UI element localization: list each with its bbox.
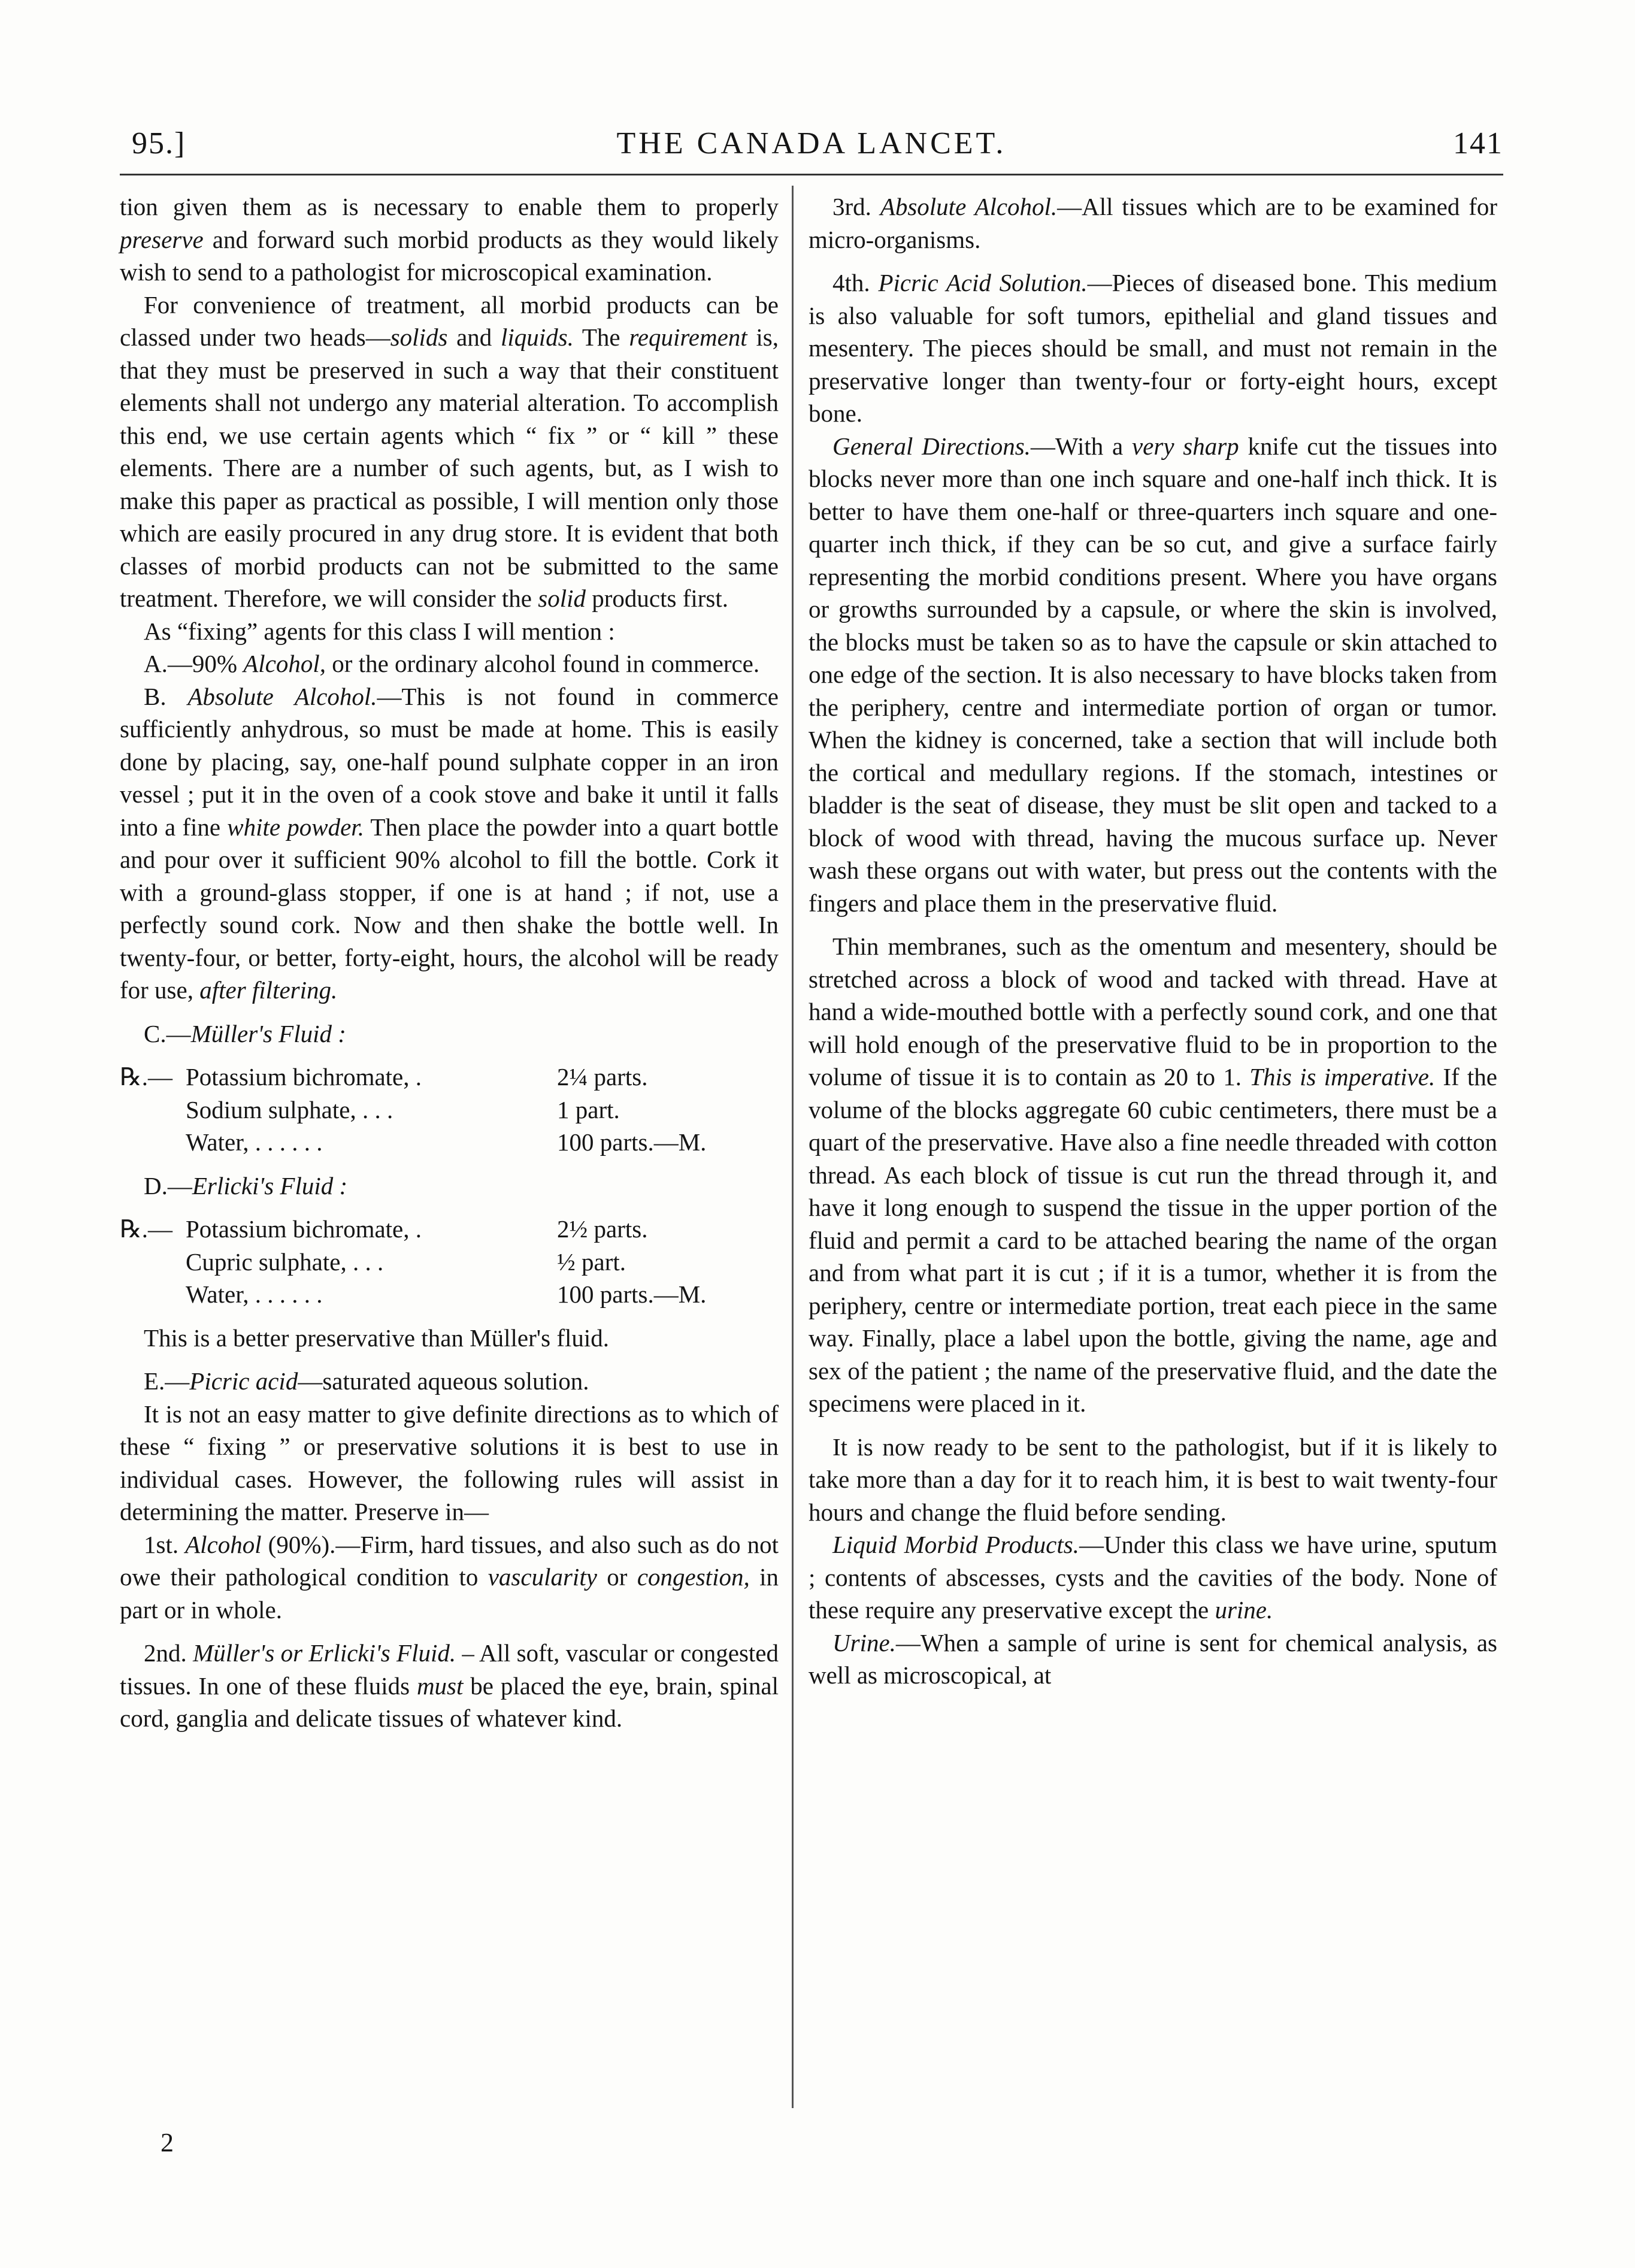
rx-row: ℞.— Potassium bichromate, . 2¼ parts. xyxy=(120,1063,648,1091)
column-divider xyxy=(792,186,794,2108)
rx-row: Water, . . . . . . 100 parts.—M. xyxy=(186,1280,707,1308)
paragraph: tion given them as is necessary to enable them to properly preserve and forward such morbid products as they would likely wish to send to a pathologist for microscopical examination. xyxy=(120,193,779,286)
paragraph: This is a better preservative than Müller's fluid. xyxy=(144,1324,610,1352)
prescription-erlicki xyxy=(120,1213,779,1311)
paragraph: Liquid Morbid Products.—Under this class we have urine, sputum ; contents of abscesses, cysts and the cavities of the body. None of these require any preservative except the urine. xyxy=(809,1531,1497,1624)
paragraph: As “fixing” agents for this class I will mention : xyxy=(144,617,615,645)
journal-title: THE CANADA LANCET. xyxy=(616,126,1007,161)
paragraph: 4th. Picric Acid Solution.—Pieces of diseased bone. This medium is also valuable for soft tumors, epithelial and gland tissues and mesentery. The pieces should be small, and must not remain in the preservative longer than twenty-four or forty-eight hours, except bone. xyxy=(809,269,1497,427)
paragraph: It is not an easy matter to give definite directions as to which of these “ fixing ” or preservative solutions it is best to use in individual cases. However, the following rules will assist in determining the matter. Preserve in— xyxy=(120,1400,779,1525)
left-column xyxy=(120,190,779,1735)
paragraph: A.—90% Alcohol, or the ordinary alcohol found in commerce. xyxy=(144,650,760,677)
paragraph: Thin membranes, such as the omentum and mesentery, should be stretched across a block of wood and tacked with thread. Have at hand a wide-mouthed bottle with a perfectly sound cork, and one that will hold enough of the preservative fluid to be in proportion to the volume of tissue it is to contain as 20 to 1. This is imperative. If the volume of the blocks aggregate 60 cubic centimeters, there must be a quart of the preservative. Have also a fine needle threaded with cotton thread. As each block of tissue is cut run the thread through it, and have it long enough to suspend the tissue in the upper portion of the fluid and permit a card to be attached bearing the name of the organ and from what part it is cut ; if it is a tumor, whether it is from the periphery, centre or intermediate portion, treat each piece in the same way. Finally, place a label upon the bottle, giving the name, age and sex of the patient ; the name of the preservative fluid, and the date the specimens were placed in it. xyxy=(809,932,1497,1417)
paragraph: General Directions.—With a very sharp knife cut the tissues into blocks never more than one inch square and one-half inch thick. It is better to have them one-half or three-quarters inch square and one-quarter inch thick, if they can be so cut, and give a surface fairly representing the morbid conditions present. Where you have organs or growths surrounded by a capsule, or where the skin is involved, the blocks must be taken so as to have the capsule or skin attached to one edge of the section. It is also necessary to have blocks taken from the periphery, centre and intermediate portion of organ or tumor. When the kidney is concerned, take a section that will include both the cortical and medullary regions. If the stomach, intestines or bladder is the seat of disease, they must be slit open and tacked to a block of wood with thread, having the mucous surface up. Never wash these organs out with water, but press out the contents with the fingers and place them in the preservative fluid. xyxy=(809,432,1497,917)
page-number: 141 xyxy=(1453,126,1503,161)
rx-row: Water, . . . . . . 100 parts.—M. xyxy=(186,1128,707,1156)
running-header xyxy=(120,120,1503,174)
paragraph: For convenience of treatment, all morbid products can be classed under two heads—solids and liquids. The requirement is, that they must be preserved in such a way that their constituent elements shall not undergo any material alteration. To accomplish this end, we use certain agents which “ fix ” or “ kill ” these elements. There are a number of such agents, but, as I wish to make this paper as practical as possible, I will mention only those which are easily procured in any drug store. It is evident that both classes of morbid products can not be submitted to the same treatment. Therefore, we will consider the solid products first. xyxy=(120,290,779,612)
paragraph: 3rd. Absolute Alcohol.—All tissues which are to be examined for micro-organisms. xyxy=(809,193,1498,253)
rx-row: Sodium sulphate, . . . 1 part. xyxy=(186,1095,620,1124)
signature-mark: 2 xyxy=(161,2128,174,2157)
paragraph: C.—Müller's Fluid : xyxy=(144,1019,346,1047)
paragraph: D.—Erlicki's Fluid : xyxy=(144,1171,348,1200)
paragraph: 1st. Alcohol (90%).—Firm, hard tissues, and also such as do not owe their pathological condition to vascularity or congestion, in part or in whole. xyxy=(120,1530,779,1624)
paragraph: 2nd. Müller's or Erlicki's Fluid. – All soft, vascular or congested tissues. In one of these fluids must be placed the eye, brain, spinal cord, ganglia and delicate tissues of whatever kind. xyxy=(120,1639,779,1732)
paragraph: B. Absolute Alcohol.—This is not found in commerce sufficiently anhydrous, so must be made at home. This is easily done by placing, say, one-half pound sulphate copper in an iron vessel ; put it in the oven of a cook stove and bake it until it falls into a fine white powder. Then place the powder into a quart bottle and pour over it sufficient 90% alcohol to fill the bottle. Cork it with a ground-glass stopper, if one is at hand ; if not, use a perfectly sound cork. Now and then shake the bottle well. In twenty-four, or better, forty-eight, hours, the alcohol will be ready for use, after filtering. xyxy=(120,682,779,1004)
rx-row: ℞.— Potassium bichromate, . 2½ parts. xyxy=(120,1215,648,1243)
prescription-muller xyxy=(120,1061,779,1159)
rx-row: Cupric sulphate, . . . ½ part. xyxy=(186,1247,626,1276)
paragraph: It is now ready to be sent to the pathologist, but if it is likely to take more than a day for it to reach him, it is best to wait twenty-four hours and change the fluid before sending. xyxy=(809,1433,1497,1526)
paragraph: E.—Picric acid—saturated aqueous solution. xyxy=(144,1367,589,1395)
header-rule xyxy=(120,174,1503,175)
right-column xyxy=(809,190,1497,1692)
header-volume: 95.] xyxy=(132,126,186,161)
paragraph: Urine.—When a sample of urine is sent for chemical analysis, as well as microscopical, at xyxy=(809,1628,1497,1689)
